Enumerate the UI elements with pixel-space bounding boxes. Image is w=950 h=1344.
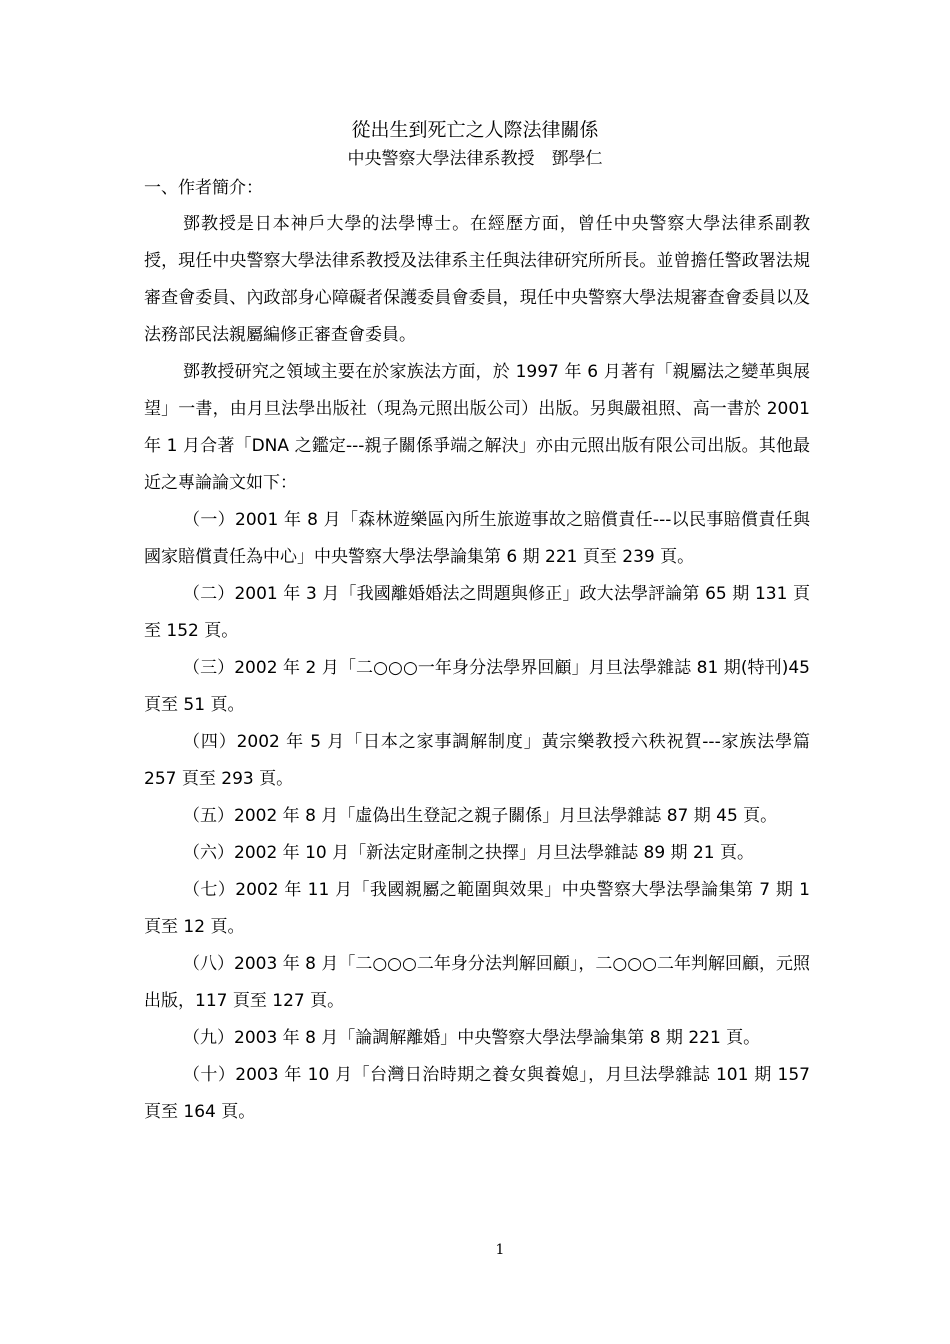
- publication-item: （三）2002 年 2 月「二○○○一年身分法學界回顧」月旦法學雜誌 81 期(特刊)45 頁至 51 頁。: [144, 658, 810, 715]
- publication-item: （九）2003 年 8 月「論調解離婚」中央警察大學法學論集第 8 期 221 頁。: [183, 1028, 761, 1048]
- paragraph-research: 鄧教授研究之領域主要在於家族法方面，於 1997 年 6 月著有「親屬法之變革與展望」一書，由月旦法學出版社（現為元照出版公司）出版。另與嚴祖照、高一書於 2001 年 1 月合著「DNA 之鑑定---親子關係爭端之解決」亦由元照出版有限公司出版。其他最近之專論論文如下：: [144, 362, 810, 493]
- paragraph-biography: 鄧教授是日本神戶大學的法學博士。在經歷方面，曾任中央警察大學法律系副教授，現任中央警察大學法律系教授及法律系主任與法律研究所所長。並曾擔任警政署法規審查會委員、內政部身心障礙者保護委員會委員，現任中央警察大學法規審查會委員以及法務部民法親屬編修正審查會委員。: [144, 214, 810, 345]
- publication-item: （八）2003 年 8 月「二○○○二年身分法判解回顧」，二○○○二年判解回顧，元照出版，117 頁至 127 頁。: [144, 954, 810, 1011]
- document-body: [144, 173, 810, 1131]
- document-title: 從出生到死亡之人際法律關係: [351, 119, 599, 141]
- author-line: 中央警察大學法律系教授 鄧學仁: [347, 149, 603, 169]
- publication-item: （六）2002 年 10 月「新法定財產制之抉擇」月旦法學雜誌 89 期 21 頁。: [183, 843, 754, 863]
- publication-list: [144, 502, 810, 1131]
- publication-item: （二）2001 年 3 月「我國離婚婚法之問題與修正」政大法學評論第 65 期 131 頁至 152 頁。: [144, 584, 810, 641]
- publication-item: （四）2002 年 5 月「日本之家事調解制度」黃宗樂教授六秩祝賀---家族法學篇 257 頁至 293 頁。: [144, 732, 810, 789]
- page-number: 1: [495, 1242, 505, 1258]
- publication-item: （十）2003 年 10 月「台灣日治時期之養女與養媳」，月旦法學雜誌 101 期 157 頁至 164 頁。: [144, 1065, 810, 1122]
- publication-item: （一）2001 年 8 月「森林遊樂區內所生旅遊事故之賠償責任---以民事賠償責任與國家賠償責任為中心」中央警察大學法學論集第 6 期 221 頁至 239 頁。: [144, 510, 810, 567]
- section-heading: 一、作者簡介：: [144, 178, 263, 198]
- publication-item: （七）2002 年 11 月「我國親屬之範圍與效果」中央警察大學法學論集第 7 期 1 頁至 12 頁。: [144, 880, 810, 937]
- publication-item: （五）2002 年 8 月「虛偽出生登記之親子關係」月旦法學雜誌 87 期 45 頁。: [183, 806, 778, 826]
